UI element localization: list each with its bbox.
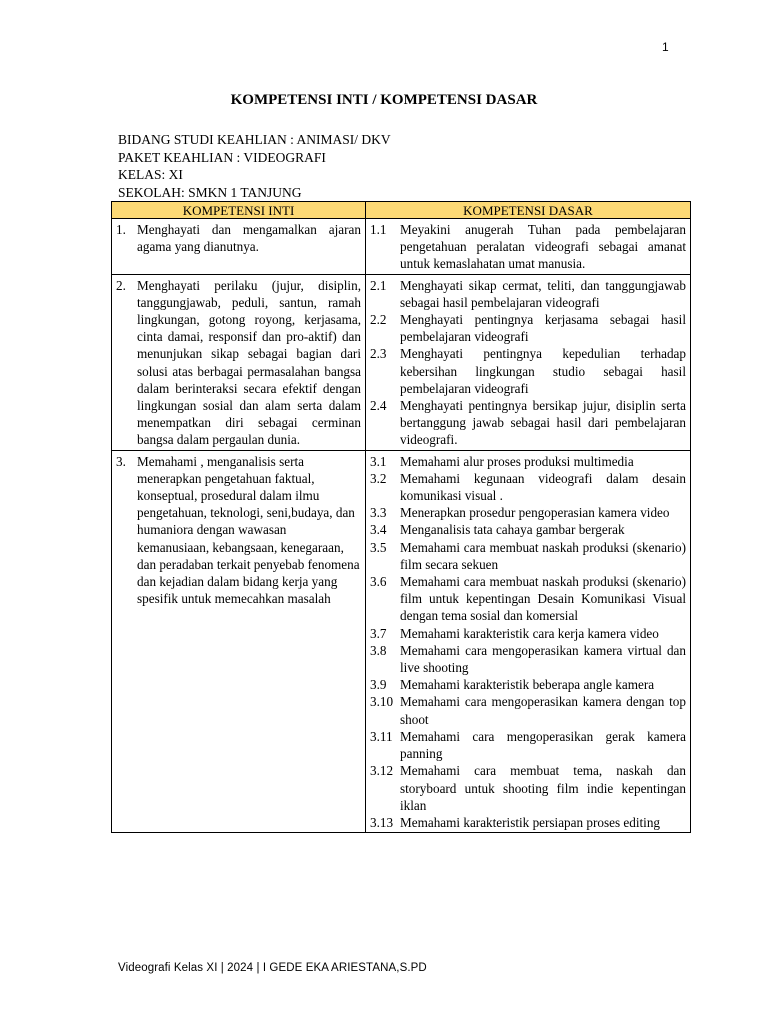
kd-number: 2.1 [370, 277, 387, 293]
kd-item [370, 762, 686, 814]
kd-text: Memahami cara membuat tema, naskah dan storyboard untuk shooting film indie kepentingan iklan [400, 763, 686, 813]
ki-text: Menghayati dan mengamalkan ajaran agama yang dianutnya. [137, 222, 361, 255]
meta-sekolah: SEKOLAH: SMKN 1 TANJUNG [118, 184, 302, 200]
kd-text: Menganalisis tata cahaya gambar bergerak [400, 522, 625, 538]
kd-item [370, 693, 686, 727]
kd-item [370, 573, 686, 625]
ki-number: 2. [116, 277, 126, 293]
kd-cell [366, 450, 691, 832]
kd-text: Memahami karakteristik persiapan proses editing [400, 814, 661, 830]
meta-kelas: KELAS: XI [118, 167, 183, 182]
kd-text: Memahami alur proses produksi multimedia [400, 453, 634, 469]
ki-cell [112, 219, 366, 275]
kd-item [370, 453, 686, 470]
kd-cell [366, 274, 691, 450]
kd-item [370, 625, 686, 642]
kd-item [370, 814, 686, 831]
kd-text: Menghayati pentingnya bersikap jujur, disiplin serta bertanggung jawab sebagai hasil dari pembelajaran videografi. [400, 398, 686, 448]
kd-text: Meyakini anugerah Tuhan pada pembelajaran pengetahuan peralatan videografi sebagai amanat untuk kemaslahatan umat manusia. [400, 222, 686, 272]
document-meta [118, 131, 391, 201]
ki-item [116, 453, 361, 608]
kd-item [370, 676, 686, 693]
ki-number: 3. [116, 453, 126, 469]
kd-text: Memahami cara mengoperasikan kamera virtual dan live shooting [400, 642, 686, 676]
kd-item [370, 277, 686, 311]
kd-number: 2.2 [370, 312, 387, 328]
kd-item [370, 221, 686, 273]
kd-text: Menghayati sikap cermat, teliti, dan tanggungjawab sebagai hasil pembelajaran videografi [400, 277, 686, 310]
kd-text: Memahami kegunaan videografi dalam desain komunikasi visual . [400, 470, 686, 504]
kd-number: 3.5 [370, 539, 387, 555]
kd-text: Menghayati pentingnya kerjasama sebagai hasil pembelajaran videografi [400, 312, 686, 345]
kd-text: Memahami cara mengoperasikan gerak kamera panning [400, 728, 686, 762]
ki-cell [112, 450, 366, 832]
meta-paket-keahlian: PAKET KEAHLIAN : VIDEOGRAFI [118, 149, 326, 165]
kd-item [370, 470, 686, 504]
ki-number: 1. [116, 222, 126, 237]
kd-text: Memahami cara mengoperasikan kamera dengan top shoot [400, 694, 686, 727]
kd-item [370, 504, 686, 521]
ki-text: Menghayati perilaku (jujur, disiplin, tanggungjawab, peduli, santun, ramah lingkungan, gotong royong, kerjasama, cinta damai, responsif dan pro-aktif) dan menunjukan sikap sebagai bagian dari solusi atas berbagai permasalahan bangsa dalam berinteraksi secara efektif dengan lingkungan sosial dan alam serta dalam menempatkan diri sebagai cerminan bangsa dalam pergaulan dunia. [137, 277, 361, 448]
kd-item [370, 728, 686, 762]
kd-number: 2.4 [370, 398, 387, 414]
kd-number: 1.1 [370, 222, 387, 237]
kd-number: 2.3 [370, 346, 387, 362]
table-row [112, 450, 691, 832]
table-row [112, 219, 691, 275]
kd-item [370, 521, 686, 538]
kd-number: 3.10 [370, 694, 394, 710]
kd-number: 3.6 [370, 574, 387, 590]
kd-text: Memahami karakteristik cara kerja kamera video [400, 625, 659, 641]
kd-item [370, 345, 686, 397]
page-number: 1 [662, 40, 669, 54]
kd-number: 3.9 [370, 677, 387, 693]
kd-text: Memahami karakteristik beberapa angle kamera [400, 677, 655, 693]
kd-text: Memahami cara membuat naskah produksi (skenario) film untuk kepentingan Desain Komunikasi Visual dengan tema sosial dan komersial [400, 574, 686, 624]
ki-text: Memahami , menganalisis serta menerapkan pengetahuan faktual, konseptual, prosedural dalam ilmu pengetahuan, teknologi, seni,budaya, dan humaniora dengan wawasan kemanusiaan, kebangsaan, kenegaraan, dan peradaban terkait penyebab fenomena dan kejadian dalam bidang kerja yang spesifik untuk memecahkan masalah [137, 453, 360, 607]
kd-item [370, 642, 686, 676]
page-footer: Videografi Kelas XI | 2024 | I GEDE EKA ARIESTANA,S.PD [118, 962, 427, 974]
kd-number: 3.4 [370, 522, 387, 538]
kd-text: Memahami cara membuat naskah produksi (skenario) film secara sekuen [400, 539, 686, 572]
ki-item [116, 221, 361, 255]
kd-text: Menerapkan prosedur pengoperasian kamera video [400, 505, 670, 521]
kd-number: 3.7 [370, 625, 387, 641]
meta-bidang-studi: BIDANG STUDI KEAHLIAN : ANIMASI/ DKV [118, 132, 391, 147]
kd-text: Menghayati pentingnya kepedulian terhadap kebersihan lingkungan studio sebagai hasil pembelajaran videografi [400, 346, 686, 396]
kd-number: 3.2 [370, 470, 387, 486]
kd-item [370, 539, 686, 573]
header-kompetensi-dasar: KOMPETENSI DASAR [366, 202, 691, 219]
kd-number: 3.11 [370, 728, 393, 744]
kd-cell [366, 219, 691, 275]
kd-number: 3.1 [370, 453, 387, 469]
ki-item [116, 277, 361, 449]
table-row [112, 274, 691, 450]
kd-item [370, 311, 686, 345]
kd-number: 3.8 [370, 642, 387, 658]
table-header-row [112, 202, 691, 219]
kd-number: 3.13 [370, 814, 394, 830]
document-title: KOMPETENSI INTI / KOMPETENSI DASAR [230, 92, 538, 108]
kd-number: 3.12 [370, 763, 394, 779]
kd-item [370, 397, 686, 449]
competency-table [111, 201, 691, 833]
kd-number: 3.3 [370, 505, 387, 521]
ki-cell [112, 274, 366, 450]
header-kompetensi-inti: KOMPETENSI INTI [112, 202, 366, 219]
